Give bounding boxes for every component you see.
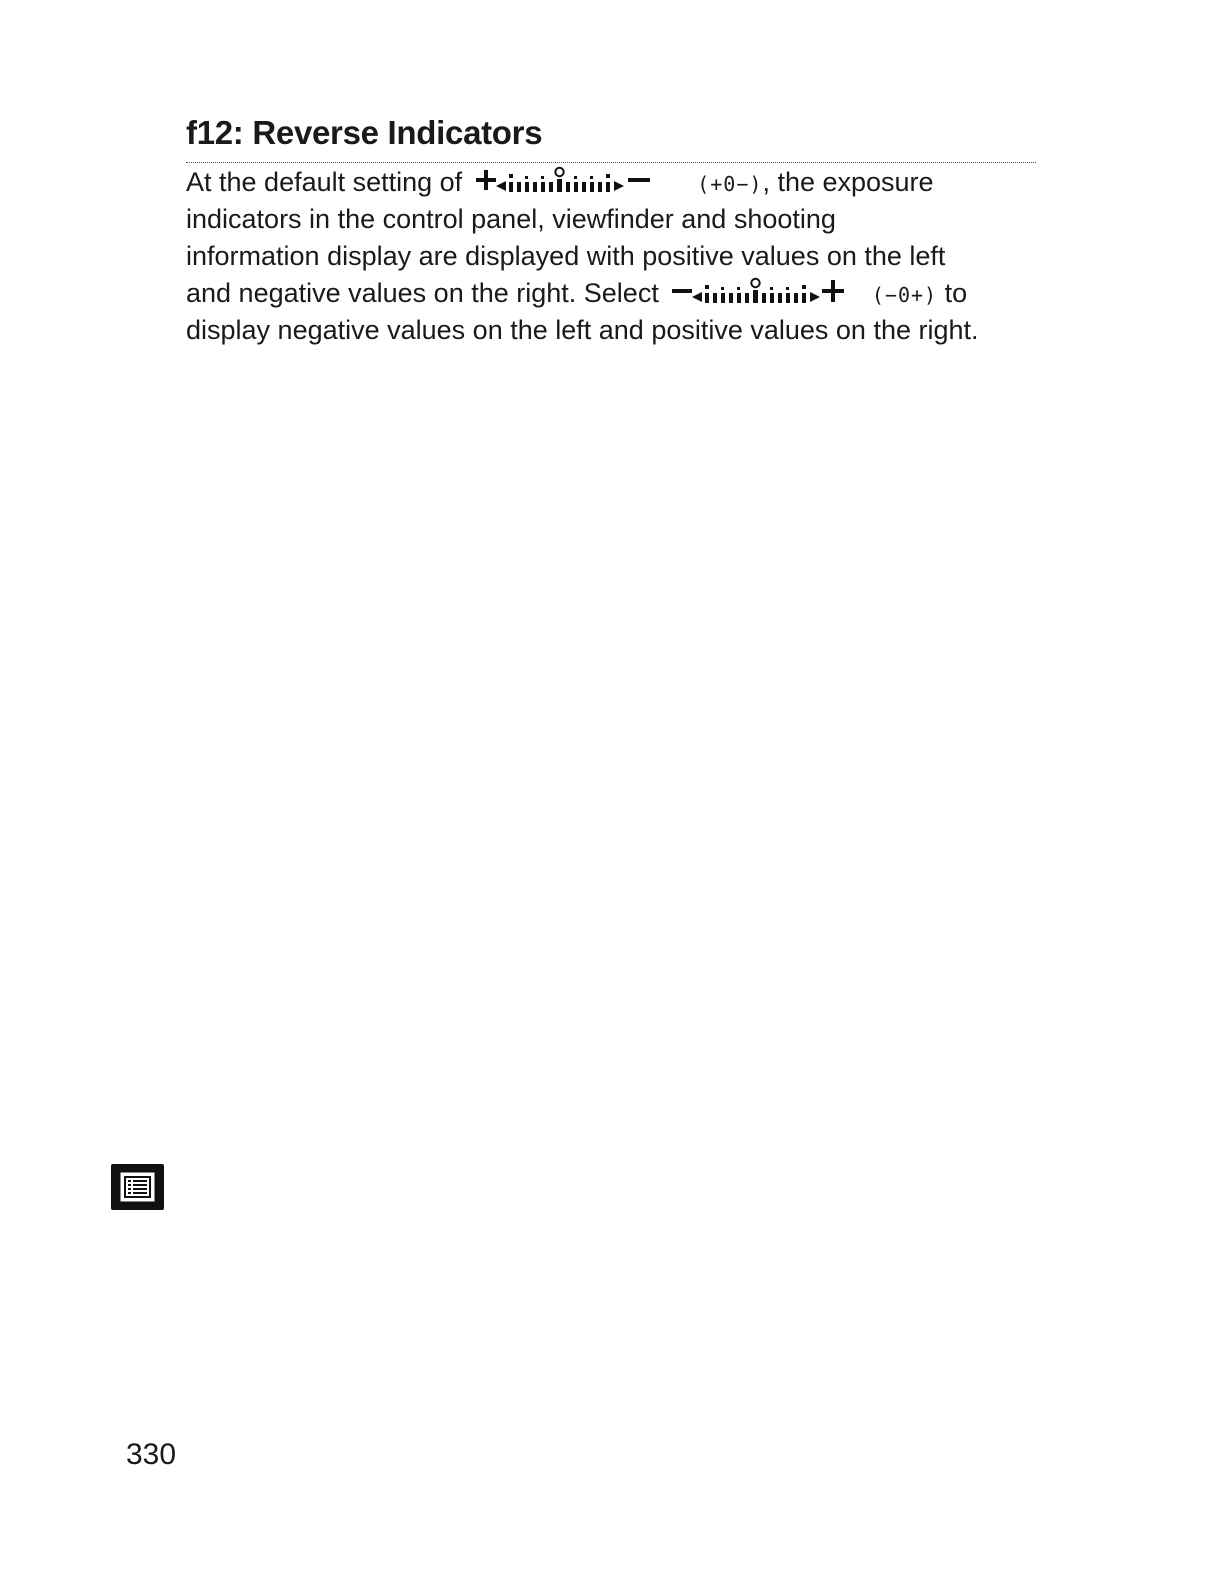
line1-code: (+0−) [697,172,763,196]
line4-pre-text: and negative values on the right. Select [186,278,659,308]
heading-rule [186,162,1036,163]
line4-post-text: to [944,278,968,308]
line4-code: (−0+) [871,283,938,307]
exposure-indicator-minus-plus-icon [670,276,860,316]
page-heading: f12: Reverse Indicators [186,114,543,151]
body-paragraph [186,164,1046,349]
exposure-indicator-plus-minus-icon [474,165,686,205]
custom-settings-menu-icon [111,1164,164,1210]
page-number: 330 [126,1438,177,1471]
line1-post-text: , the exposure [762,167,934,197]
line1-pre-text: At the default setting of [186,167,463,197]
paragraph-line-3: information display are displayed with positive values on the left [186,241,946,271]
paragraph-line-1 [186,164,1046,201]
paragraph-line-4 [186,275,1046,312]
paragraph-line-5: display negative values on the left and positive values on the right. [186,315,979,345]
paragraph-line-2: indicators in the control panel, viewfinder and shooting [186,204,836,234]
